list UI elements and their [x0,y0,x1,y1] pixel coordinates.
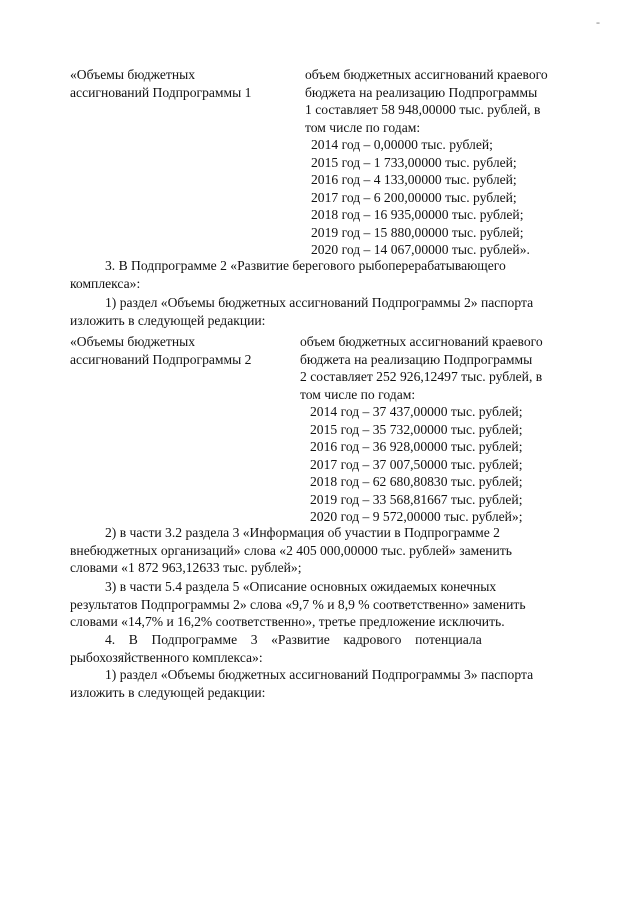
year-row: 2019 год – 33 568,81667 тыс. рублей; [310,491,523,507]
text-line: том числе по годам: [305,119,421,135]
year-row: 2019 год – 15 880,00000 тыс. рублей; [311,224,524,240]
funding-label-2 [70,333,290,368]
label-line: «Объемы бюджетных [70,67,196,82]
text-line: объем бюджетных ассигнований краевого [300,334,543,349]
paragraph-line: 3. В Подпрограмме 2 «Развитие берегового рыбоперерабатывающего [105,258,506,273]
paragraph-line: 1) раздел «Объемы бюджетных ассигнований Подпрограммы 3» паспорта [105,667,534,682]
year-row: 2018 год – 16 935,00000 тыс. рублей; [311,207,524,222]
paragraph-3-3 [70,578,587,631]
funding-label-1 [70,66,290,101]
page-mark: - [596,15,600,29]
year-row: 2015 год – 35 732,00000 тыс. рублей; [310,421,523,437]
paragraph-4-1 [70,666,587,701]
paragraph-line: 1) раздел «Объемы бюджетных ассигнований Подпрограммы 2» паспорта [105,295,534,310]
year-row: 2018 год – 62 680,80830 тыс. рублей; [310,474,523,489]
funding-text-1 [305,66,587,259]
funding-block-subprogram-1 [0,66,640,256]
paragraph-line: изложить в следующей редакции: [70,312,266,328]
text-line: бюджета на реализацию Подпрограммы [305,84,538,100]
year-row: 2014 год – 37 437,00000 тыс. рублей; [310,404,523,419]
text-line: 2 составляет 252 926,12497 тыс. рублей, в [300,369,543,384]
year-row: 2020 год – 14 067,00000 тыс. рублей». [311,242,530,257]
paragraph-4 [70,631,587,666]
paragraph-line: внебюджетных организаций» слова «2 405 000,00000 тыс. рублей» заменить [70,542,512,558]
paragraph-3-2 [70,524,587,577]
year-row: 2017 год – 37 007,50000 тыс. рублей; [310,456,523,472]
year-list [300,403,582,526]
paragraph-line: словами «1 872 963,12633 тыс. рублей»; [70,560,302,575]
paragraph-3 [70,257,587,292]
paragraph-line: 2) в части 3.2 раздела 3 «Информация об участии в Подпрограмме 2 [105,525,500,540]
paragraph-line: рыбохозяйственного комплекса»: [70,649,263,665]
paragraph-line: изложить в следующей редакции: [70,684,266,700]
funding-text-2 [300,333,582,526]
funding-block-subprogram-2 [0,333,640,523]
year-row: 2014 год – 0,00000 тыс. рублей; [311,137,493,152]
year-list [305,136,587,259]
year-row: 2017 год – 6 200,00000 тыс. рублей; [311,189,517,205]
year-row: 2020 год – 9 572,00000 тыс. рублей»; [310,509,523,524]
paragraph-line: комплекса»: [70,275,141,291]
text-line: бюджета на реализацию Подпрограммы [300,351,533,367]
label-line: ассигнований Подпрограммы 1 [70,84,252,100]
paragraph-line: 4. В Подпрограмме 3 «Развитие кадрового потенциала [105,632,482,647]
text-line: 1 составляет 58 948,00000 тыс. рублей, в [305,102,541,117]
paragraph-line: результатов Подпрограммы 2» слова «9,7 % и 8,9 % соответственно» заменить [70,596,526,612]
text-line: том числе по годам: [300,386,416,402]
label-line: «Объемы бюджетных [70,334,196,349]
text-line: объем бюджетных ассигнований краевого [305,67,548,82]
paragraph-line: 3) в части 5.4 раздела 5 «Описание основных ожидаемых конечных [105,579,497,594]
year-row: 2016 год – 36 928,00000 тыс. рублей; [310,439,523,454]
year-row: 2015 год – 1 733,00000 тыс. рублей; [311,154,517,170]
paragraph-line: словами «14,7% и 16,2% соответственно», третье предложение исключить. [70,614,505,629]
label-line: ассигнований Подпрограммы 2 [70,351,252,367]
paragraph-3-1 [70,294,587,329]
year-row: 2016 год – 4 133,00000 тыс. рублей; [311,172,517,187]
